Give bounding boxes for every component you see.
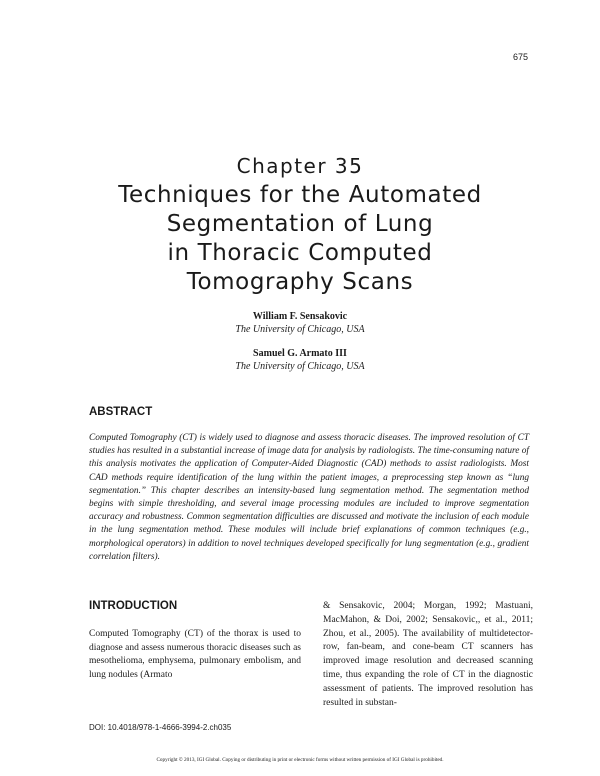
- author-name: William F. Sensakovic: [252, 311, 348, 322]
- chapter-title: [60, 181, 540, 297]
- chapter-label: Chapter 35: [236, 154, 364, 178]
- abstract-text: Computed Tomography (CT) is widely used to diagnose and assess thoracic diseases. The improved resolution of CT studies has resulted in a substantial increase of image data for analysis by radiologists. The time-consuming nature of this analysis motivates the application of Computer-Aided Diagnostic (CAD) methods to assist radiologists. Most CAD methods require identification of the lung within the patient images, a preprocessing step known as “lung segmentation.” This chapter describes an intensity-based lung segmentation method. The segmentation method begins with simple thresholding, and several image processing modules are included to improve segmentation accuracy and robustness. Common segmentation difficulties are discussed and motivate the inclusion of each module in the lung segmentation method. These modules will include brief explanations of common techniques (e.g., morphological operators) in addition to novel techniques developed specifically for lung segmentation (e.g., gradient correlation filters).: [89, 433, 529, 562]
- introduction-right-column: & Sensakovic, 2004; Morgan, 1992; Mastuani, MacMahon, & Doi, 2002; Sensakovic,, et al., 2011; Zhou, et al., 2005). The availability of multidetector-row, fan-beam, and cone-beam CT scanners has improved image resolution and decreased scanning time, thus expanding the role of CT in the diagnostic assessment of patients. The improved resolution has resulted in substan-: [323, 601, 533, 708]
- chapter-title-line: in Thoracic Computed: [167, 240, 433, 266]
- doi: DOI: 10.4018/978-1-4666-3994-2.ch035: [89, 723, 232, 732]
- page-number: 675: [512, 52, 528, 62]
- abstract-heading: ABSTRACT: [89, 406, 153, 418]
- introduction-left-column: Computed Tomography (CT) of the thorax is used to diagnose and assess numerous thoracic diseases such as mesothelioma, emphysema, pulmonary embolism, and lung nodules (Armato: [89, 629, 301, 680]
- author-affiliation: The University of Chicago, USA: [235, 324, 365, 335]
- author-block: [0, 310, 600, 336]
- introduction-heading: INTRODUCTION: [89, 600, 178, 612]
- author-affiliation: The University of Chicago, USA: [235, 361, 365, 372]
- author-name: Samuel G. Armato III: [253, 348, 347, 359]
- chapter-title-line: Segmentation of Lung: [166, 211, 434, 237]
- chapter-title-line: Techniques for the Automated: [118, 182, 482, 208]
- author-block: [0, 347, 600, 373]
- copyright-notice: Copyright © 2013, IGI Global. Copying or distributing in print or electronic forms without written permission of IGI Global is prohibited.: [156, 757, 444, 763]
- chapter-title-line: Tomography Scans: [186, 269, 414, 295]
